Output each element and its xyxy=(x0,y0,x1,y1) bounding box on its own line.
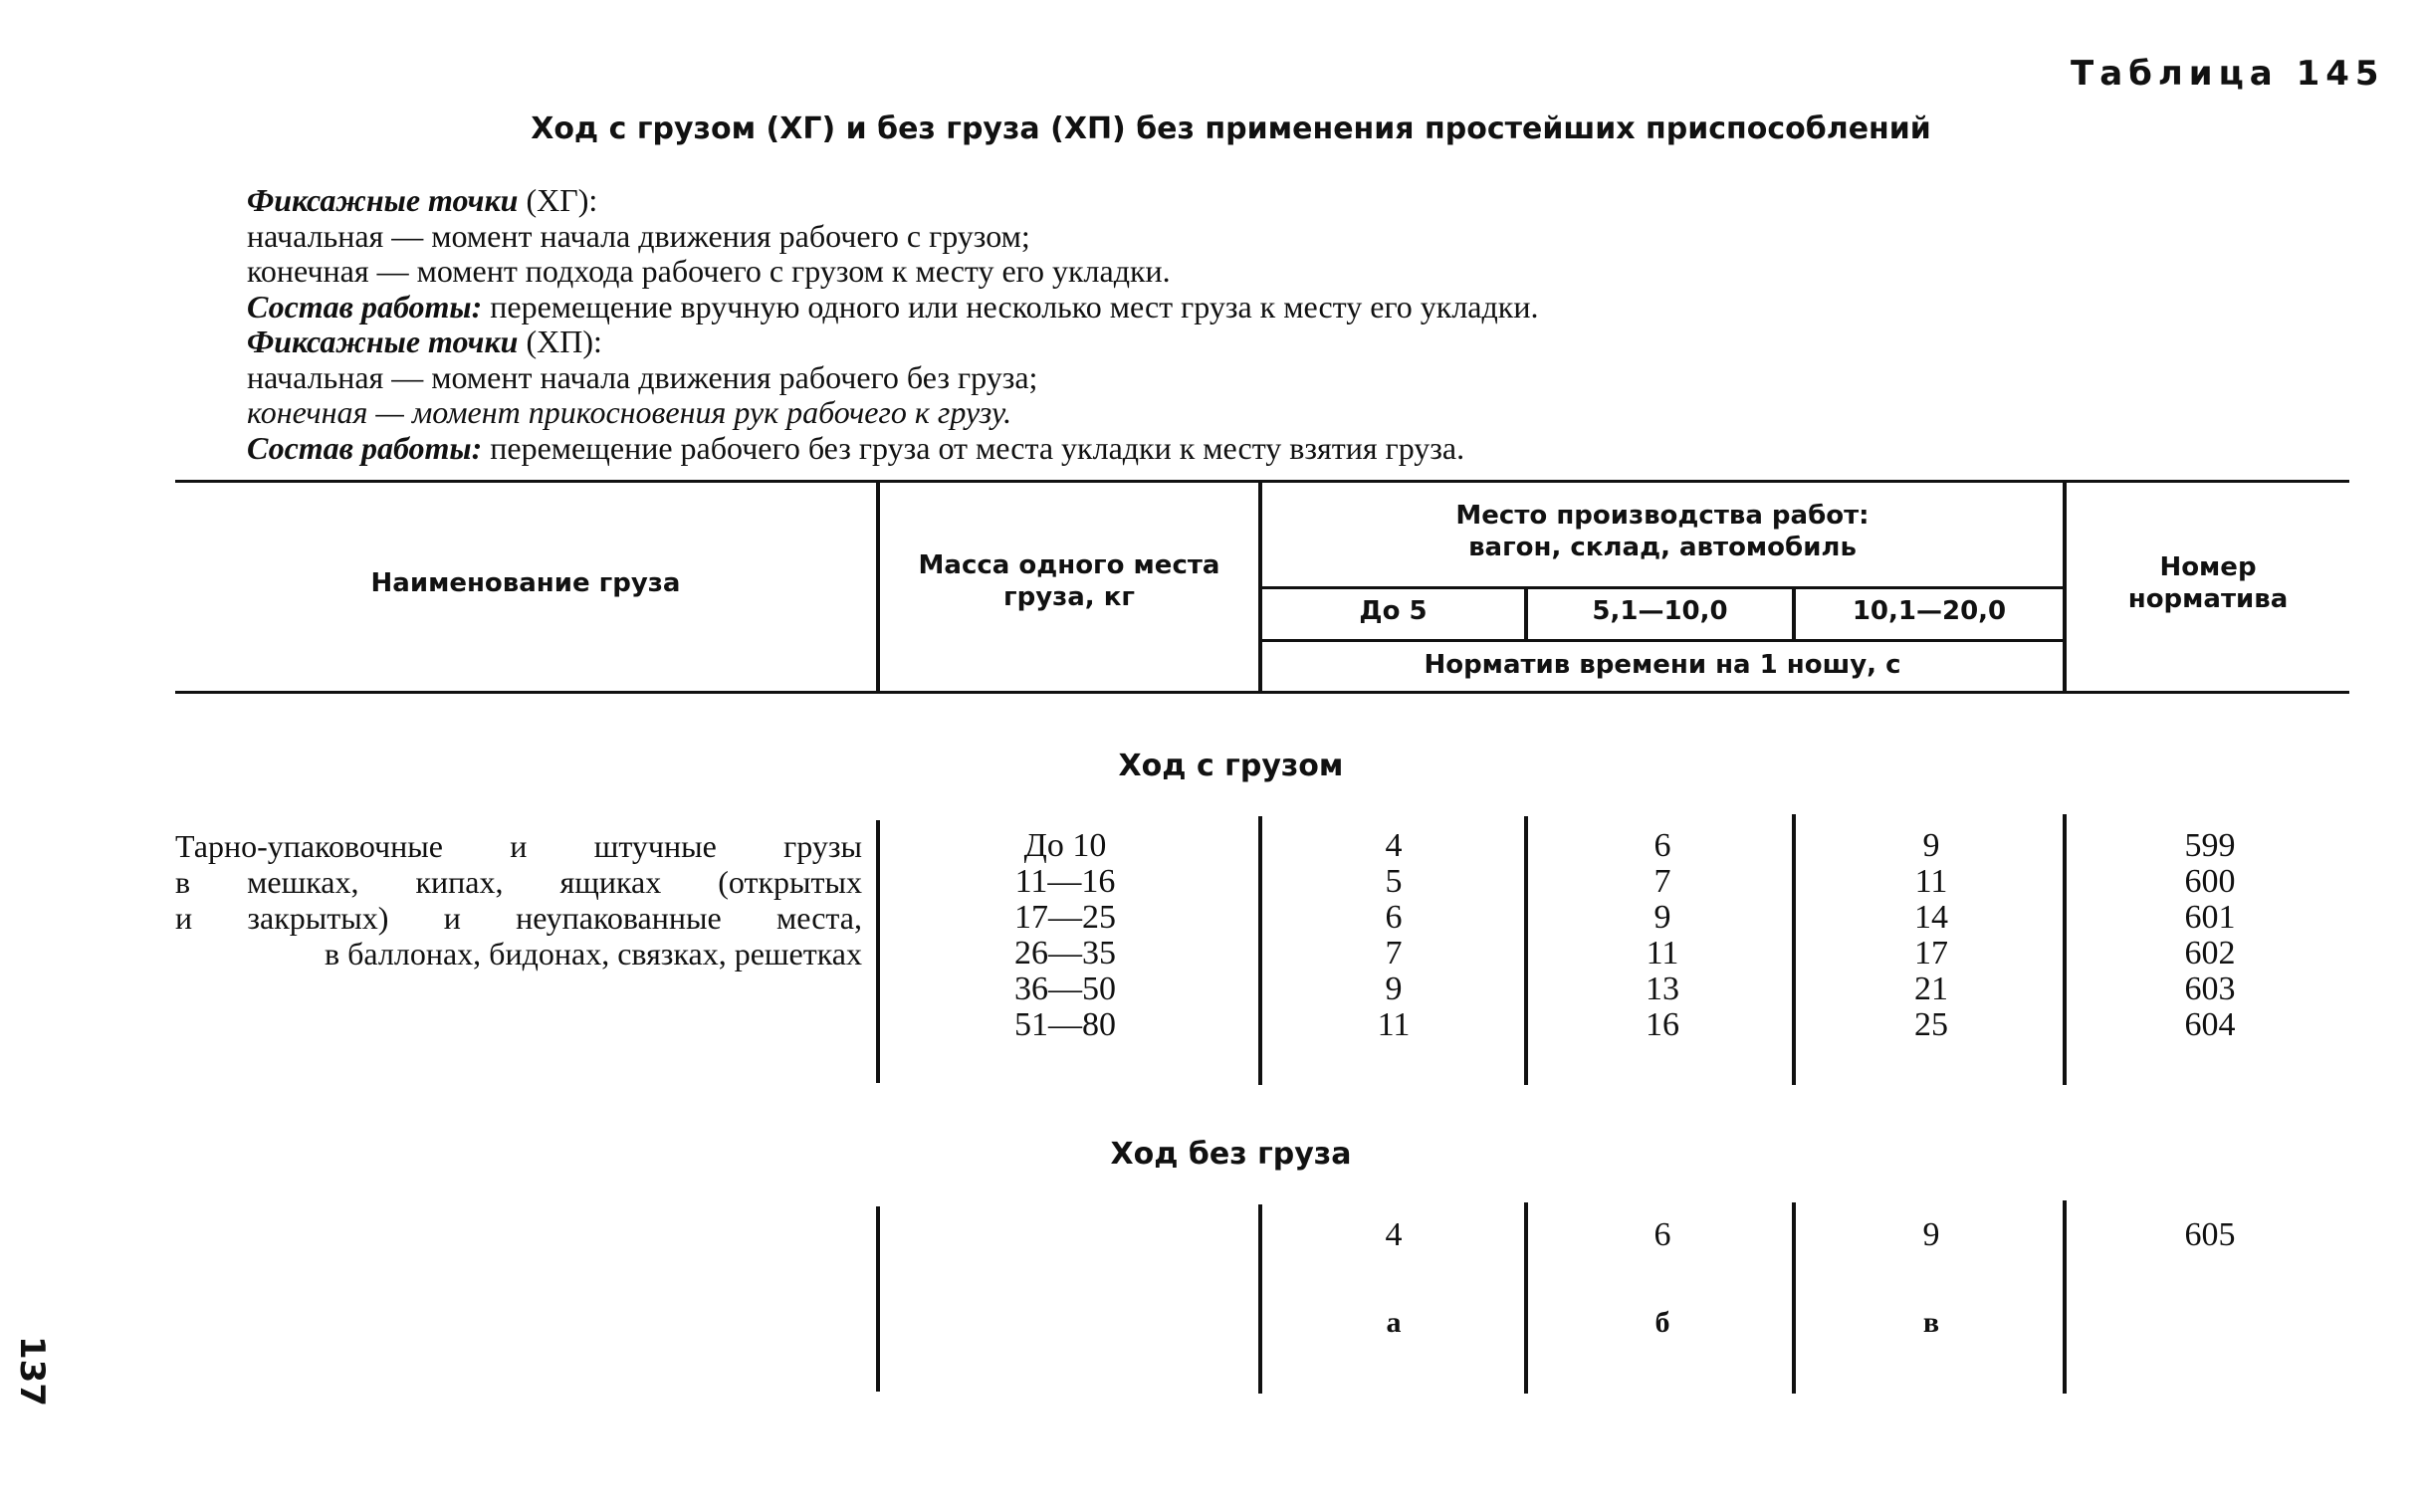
header-norm-time: Норматив времени на 1 ношу, с xyxy=(1424,650,1901,680)
body2-sep-3 xyxy=(1524,1202,1528,1394)
table-cell: 602 xyxy=(2184,935,2236,972)
table-cell: 17—25 xyxy=(1014,899,1116,936)
body2-sep-5 xyxy=(2063,1200,2067,1394)
fix-points-hg: Фиксажные точки (ХГ): xyxy=(247,182,598,218)
header-place: Место производства работ: вагон, склад, автомобиль xyxy=(1455,501,1870,562)
column-index-b: б xyxy=(1654,1306,1670,1339)
table-cell: 6 xyxy=(1385,899,1403,936)
table-cell: 604 xyxy=(2184,1006,2236,1043)
composition-label: Состав работы: xyxy=(247,288,483,324)
fix-points-hp: Фиксажные точки (ХП): xyxy=(247,324,602,359)
table-top-rule xyxy=(175,480,2349,483)
header-cargo-name: Наименование груза xyxy=(370,568,681,598)
section-title-with-load: Ход с грузом xyxy=(1118,749,1344,783)
table-cell: 599 xyxy=(2184,827,2236,864)
table-cell: До 10 xyxy=(1023,827,1107,864)
table-cell: 51—80 xyxy=(1014,1006,1116,1043)
composition-label: Состав работы: xyxy=(247,429,483,466)
table-cell: 11 xyxy=(1377,1006,1411,1043)
header-norm-number: Номер норматива xyxy=(2127,552,2289,614)
table-cell: 16 xyxy=(1646,1006,1679,1043)
table-cell: 7 xyxy=(1653,863,1671,900)
hg-end: конечная — момент подхода рабочего с грузом к месту его укладки. xyxy=(247,253,1171,289)
hp-end: конечная — момент прикосновения рук рабочего к грузу. xyxy=(247,394,1012,430)
dist2-column xyxy=(1603,828,1722,1043)
body-sep-1 xyxy=(876,820,880,1083)
table-title: Ход с грузом (ХГ) и без груза (ХП) без применения простейших приспособлений xyxy=(531,111,1931,146)
table-cell: 26—35 xyxy=(1014,935,1116,972)
table-cell: 25 xyxy=(1914,1006,1948,1043)
header-mass: Масса одного места груза, кг xyxy=(918,550,1220,612)
body-sep-5 xyxy=(2063,814,2067,1085)
norm-number-column xyxy=(2150,828,2270,1043)
header-dist-2: 5,1—10,0 xyxy=(1592,596,1728,626)
header-dist-1: До 5 xyxy=(1359,596,1428,626)
table-cell: 5 xyxy=(1385,863,1403,900)
body-sep-2 xyxy=(1258,816,1262,1085)
section-title-without-load: Ход без груза xyxy=(1110,1137,1352,1172)
table-cell: 36—50 xyxy=(1014,971,1116,1007)
table-cell: 11—16 xyxy=(1014,863,1116,900)
table-cell: 11 xyxy=(1646,935,1679,972)
table-header-bottom-rule xyxy=(175,691,2349,694)
header-dist-3: 10,1—20,0 xyxy=(1852,596,2007,626)
body-sep-3 xyxy=(1524,816,1528,1085)
no-load-dist3: 9 xyxy=(1922,1216,1940,1253)
table-cell: 603 xyxy=(2184,971,2236,1007)
column-index-a: а xyxy=(1386,1306,1402,1339)
table-cell: 13 xyxy=(1646,971,1679,1007)
table-cell: 601 xyxy=(2184,899,2236,936)
body2-sep-1 xyxy=(876,1206,880,1392)
table-cell: 600 xyxy=(2184,863,2236,900)
dist1-column xyxy=(1334,828,1453,1043)
header-dist-rule xyxy=(1260,639,2067,642)
table-cell: 9 xyxy=(1385,971,1403,1007)
page-number: 137 xyxy=(12,1336,52,1406)
hg-start: начальная — момент начала движения рабочего с грузом; xyxy=(247,217,1030,254)
no-load-dist2: 6 xyxy=(1653,1216,1671,1253)
table-cell: 9 xyxy=(1922,827,1940,864)
table-cell: 4 xyxy=(1385,827,1403,864)
table-number: Таблица 145 xyxy=(2071,54,2385,94)
fix-points-label: Фиксажные точки xyxy=(247,182,519,218)
body2-sep-4 xyxy=(1792,1202,1796,1394)
table-cell: 17 xyxy=(1914,935,1948,972)
hp-start: начальная — момент начала движения рабочего без груза; xyxy=(247,358,1038,395)
table-cell: 14 xyxy=(1914,899,1948,936)
fix-points-label: Фиксажные точки xyxy=(247,324,519,359)
column-index-v: в xyxy=(1922,1306,1940,1339)
header-place-rule xyxy=(1260,586,2067,589)
cargo-description: Тарно-упаковочные и штучные грузы в мешках, кипах, ящиках (открытых и закрытых) и неупакованные места, в баллонах, бидонах, связках, решетках xyxy=(175,828,862,972)
dist3-column xyxy=(1872,828,1991,1043)
no-load-norm-number: 605 xyxy=(2184,1216,2236,1253)
no-load-dist1: 4 xyxy=(1385,1216,1403,1253)
table-cell: 21 xyxy=(1914,971,1948,1007)
mass-column xyxy=(956,828,1175,1043)
body-sep-4 xyxy=(1792,814,1796,1085)
table-cell: 7 xyxy=(1385,935,1403,972)
hg-composition: Состав работы: перемещение вручную одного или несколько мест груза к месту его укладки. xyxy=(247,288,1539,324)
hp-composition: Состав работы: перемещение рабочего без груза от места укладки к месту взятия груза. xyxy=(247,429,1465,466)
table-cell: 9 xyxy=(1653,899,1671,936)
table-cell: 6 xyxy=(1653,827,1671,864)
body2-sep-2 xyxy=(1258,1204,1262,1394)
table-cell: 11 xyxy=(1914,863,1948,900)
intro-block xyxy=(247,183,1538,466)
